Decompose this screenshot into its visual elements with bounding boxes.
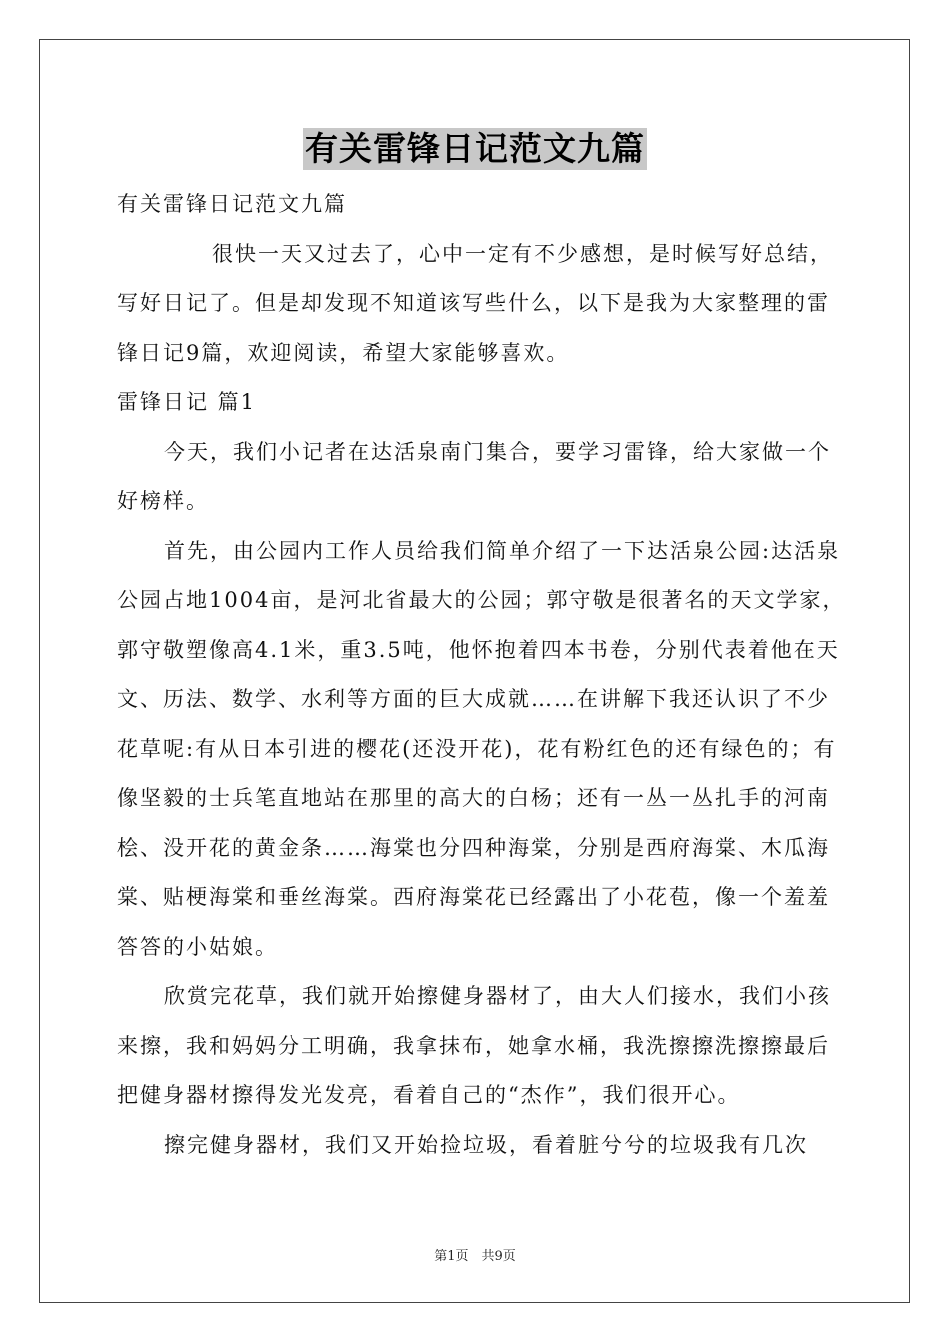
body-paragraph: 今天，我们小记者在达活泉南门集合，要学习雷锋，给大家做一个好榜样。: [117, 439, 831, 513]
body-paragraph: 欣赏完花草，我们就开始擦健身器材了，由大人们接水，我们小孩来擦，我和妈妈分工明确，我拿抹布，她拿水桶，我洗擦擦洗擦擦最后把健身器材擦得发光发亮，看着自己的“杰作”，我们很开心。: [117, 984, 831, 1107]
page-footer: 第1页 共9页: [434, 1249, 516, 1264]
intro-paragraph: 很快一天又过去了，心中一定有不少感想，是时候写好总结，写好日记了。但是却发现不知道该写些什么，以下是我为大家整理的雷锋日记9篇，欢迎阅读，希望大家能够喜欢。: [117, 241, 833, 365]
document-subtitle: 有关雷锋日记范文九篇: [117, 192, 347, 216]
body-paragraph: 首先，由公园内工作人员给我们简单介绍了一下达活泉公园:达活泉公园占地1004亩，是河北省最大的公园；郭守敬是很著名的天文学家，郭守敬塑像高4.1米，重3.5吨，他怀抱着四本书卷，分别代表着他在天文、历法、数学、水利等方面的巨大成就……在讲解下我还认识了不少花草呢:有从日本引进的樱花(还没开花)，花有粉红色的还有绿色的；有像坚毅的士兵笔直地站在那里的高大的白杨；还有一丛一丛扎手的河南桧、没开花的黄金条……海棠也分四种海棠，分别是西府海棠、木瓜海棠、贴梗海棠和垂丝海棠。西府海棠花已经露出了小花苞，像一个羞羞答答的小姑娘。: [117, 538, 846, 959]
section-heading: 雷锋日记 篇1: [117, 390, 257, 414]
body-paragraph: 擦完健身器材，我们又开始捡垃圾，看着脏兮兮的垃圾我有几次: [164, 1132, 808, 1157]
document-title: 有关雷锋日记范文九篇: [305, 129, 645, 168]
title-area: [0, 128, 950, 170]
document-body: [117, 180, 852, 1170]
